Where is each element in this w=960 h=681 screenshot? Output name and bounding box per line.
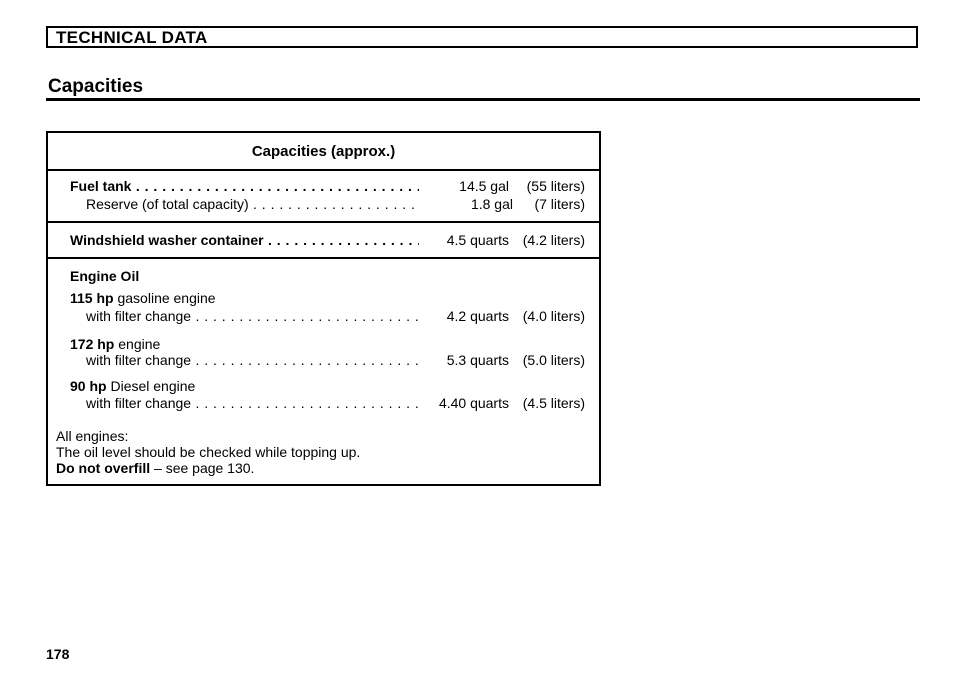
engine-3-type: Diesel engine (110, 378, 196, 394)
note-overfill (56, 459, 254, 477)
header-bar (46, 26, 918, 48)
engine-3-row (48, 394, 599, 412)
note-oil-level: The oil level should be checked while topping up. (56, 444, 361, 460)
section-rule (46, 98, 920, 101)
washer-liters: (4.2 liters) (522, 232, 585, 248)
engine-2-qty: 5.3 quarts (446, 352, 509, 368)
engine-3-liters: (4.5 liters) (522, 395, 585, 411)
fuel-tank-liters: (55 liters) (526, 178, 585, 194)
divider (48, 257, 599, 259)
engine-3-power: 90 hp (70, 378, 107, 394)
header-title: TECHNICAL DATA (56, 28, 208, 47)
divider (48, 221, 599, 223)
engine-1-type: gasoline engine (117, 290, 216, 306)
reserve-qty: 1.8 gal (470, 196, 513, 212)
table-title: Capacities (approx.) (251, 143, 396, 160)
engine-3-qty: 4.40 quarts (438, 395, 509, 411)
reserve-row (48, 195, 599, 213)
engine-1-sub: with filter change . . . (86, 307, 419, 325)
engine-1-row (48, 307, 599, 325)
engine-1-qty: 4.2 quarts (446, 308, 509, 324)
engine-2-liters: (5.0 liters) (522, 352, 585, 368)
fuel-tank-row (48, 177, 599, 195)
engine-2-type: engine (118, 336, 161, 352)
page-number: 178 (46, 646, 70, 662)
engine-3-sub: with filter change . . . (86, 394, 419, 412)
engine-1-title (70, 289, 216, 307)
washer-row (48, 231, 599, 249)
reserve-label: Reserve (of total capacity) . . . (86, 195, 419, 213)
engine-1-power: 115 hp (70, 290, 114, 306)
engine-3-title (70, 377, 195, 395)
note-overfill-bold: Do not overfill (56, 460, 151, 476)
engine-oil-heading: Engine Oil (70, 268, 140, 284)
engine-2-power: 172 hp (70, 336, 115, 352)
fuel-tank-label: Fuel tank . . . (70, 177, 419, 195)
note-all-engines: All engines: (56, 428, 129, 444)
washer-label: Windshield washer container . . . (70, 231, 419, 249)
divider (48, 169, 599, 171)
fuel-tank-qty: 14.5 gal (459, 178, 509, 194)
engine-2-sub: with filter change . . . (86, 351, 419, 369)
note-overfill-rest: – see page 130. (150, 460, 255, 476)
washer-qty: 4.5 quarts (446, 232, 509, 248)
reserve-liters: (7 liters) (534, 196, 585, 212)
engine-1-liters: (4.0 liters) (522, 308, 585, 324)
engine-2-row (48, 351, 599, 369)
capacities-table (46, 131, 601, 486)
section-title: Capacities (48, 76, 144, 97)
